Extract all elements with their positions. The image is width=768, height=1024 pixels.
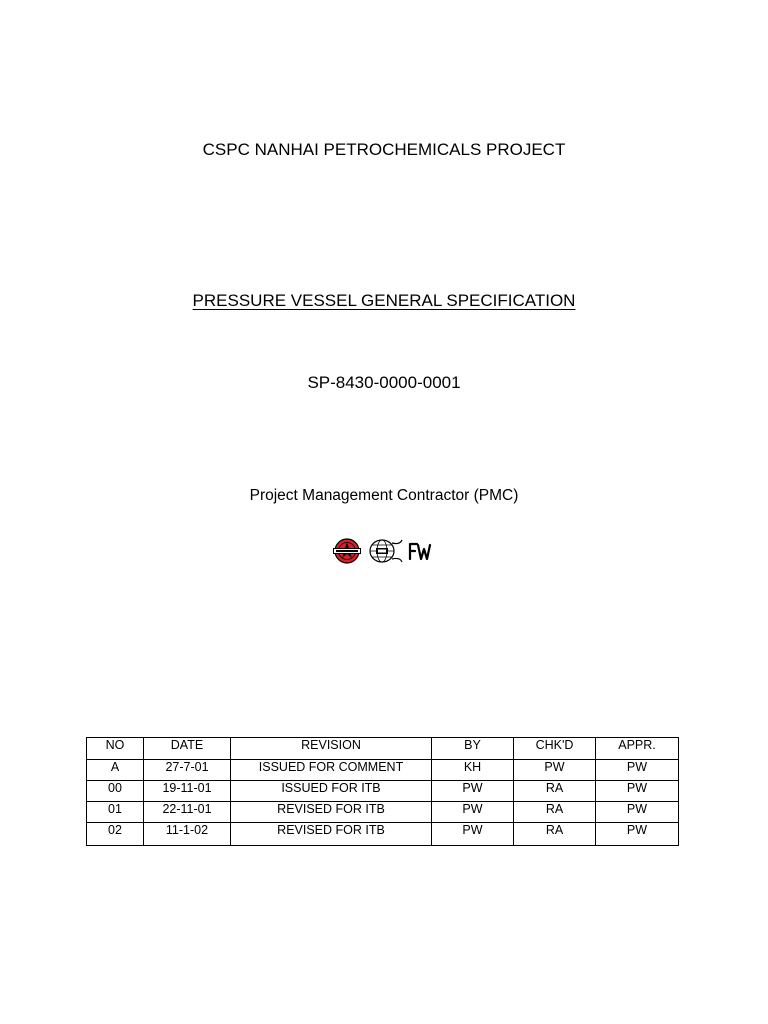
cell-no: 01 [87,802,144,823]
sei-globe-logo-icon [366,537,404,565]
header-by: BY [432,738,514,760]
header-no: NO [87,738,144,760]
document-number: SP-8430-0000-0001 [307,373,461,392]
cell-date: 19-11-01 [144,781,231,802]
cell-checked: RA [514,823,596,846]
contractor-logos [332,537,432,565]
table-row [87,760,679,781]
cell-by: PW [432,823,514,846]
cell-no: A [87,760,144,781]
project-title: CSPC NANHAI PETROCHEMICALS PROJECT [202,140,566,159]
cell-revision: REVISED FOR ITB [231,823,432,846]
cell-revision: ISSUED FOR ITB [231,781,432,802]
cell-approved: PW [596,802,679,823]
header-revision: REVISION [231,738,432,760]
cell-no: 02 [87,823,144,846]
header-checked: CHK'D [514,738,596,760]
cell-approved: PW [596,781,679,802]
cell-by: PW [432,781,514,802]
table-row [87,823,679,846]
cell-no: 00 [87,781,144,802]
table-header-row [87,738,679,760]
header-approved: APPR. [596,738,679,760]
cell-date: 22-11-01 [144,802,231,823]
cell-revision: REVISED FOR ITB [231,802,432,823]
cell-revision: ISSUED FOR COMMENT [231,760,432,781]
cell-approved: PW [596,823,679,846]
pmc-label: Project Management Contractor (PMC) [249,487,519,504]
fw-logo-icon [408,537,432,565]
revision-table [86,737,679,846]
cell-date: 27-7-01 [144,760,231,781]
cell-checked: RA [514,781,596,802]
header-date: DATE [144,738,231,760]
table-row [87,802,679,823]
spec-title: PRESSURE VESSEL GENERAL SPECIFICATION [192,291,576,310]
cell-checked: RA [514,802,596,823]
cell-checked: PW [514,760,596,781]
cell-by: PW [432,802,514,823]
table-row [87,781,679,802]
bechtel-logo-icon [332,537,362,565]
cell-approved: PW [596,760,679,781]
cell-by: KH [432,760,514,781]
cell-date: 11-1-02 [144,823,231,846]
